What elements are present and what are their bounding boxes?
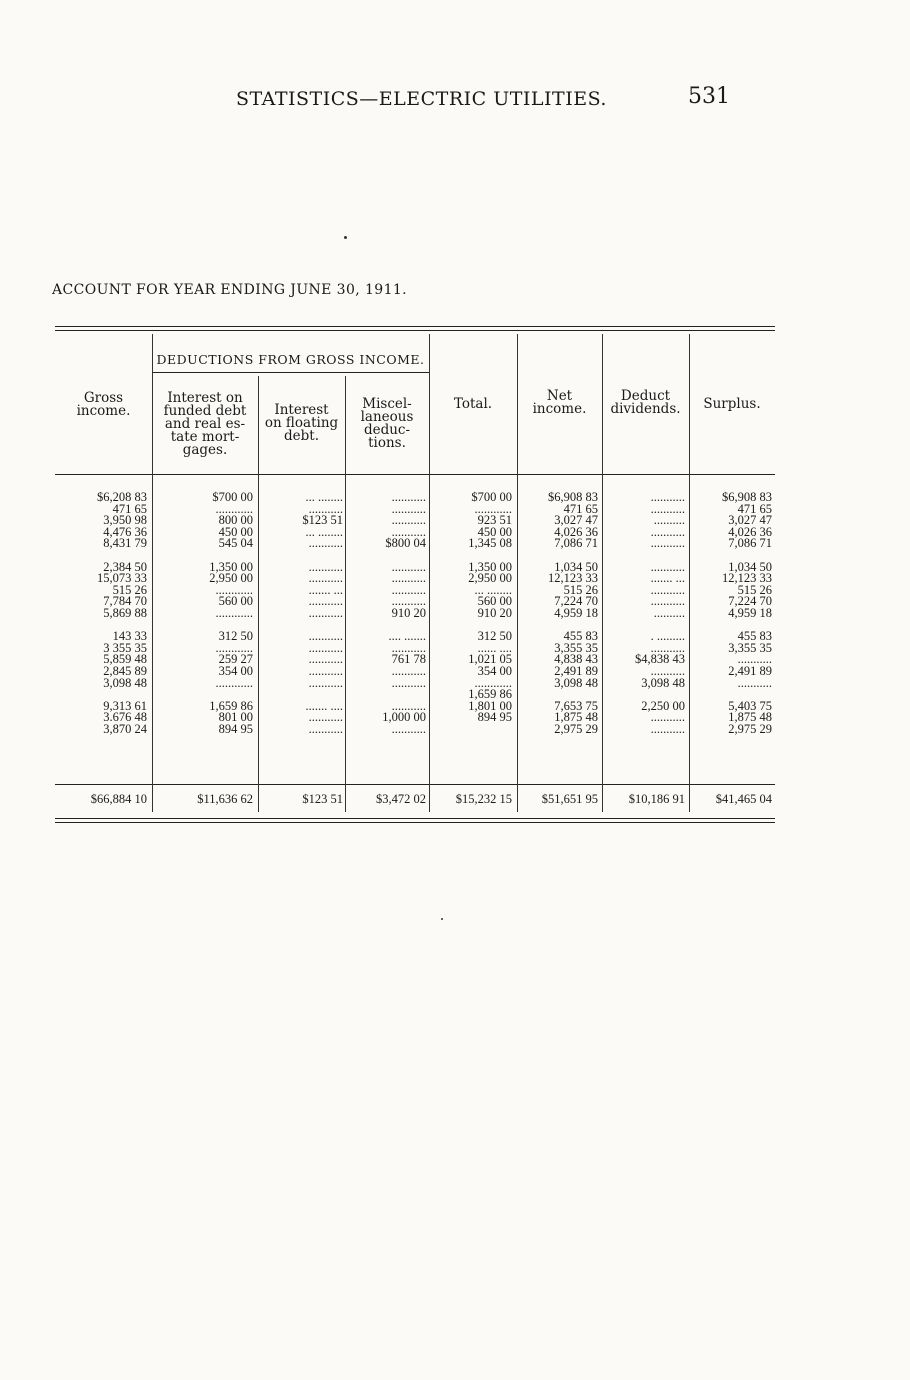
running-header — [0, 84, 910, 116]
col-header-interest-floating: Interest on floating debt. — [264, 402, 339, 444]
running-title: STATISTICS—ELECTRIC UTILITIES. — [236, 88, 607, 110]
col-header-gross: Gross income. — [76, 390, 131, 419]
total-surplus: $41,465 04 — [715, 792, 772, 806]
total-deductions-column: $700 00 ............ 923 51 450 00 1,345 08 1,350 00 2,950 00 ... ........ 560 00 910 20 312 50 ...... .... 1,021 05 354 00 ............ — [468, 490, 512, 690]
interest-funded-column: $700 00 ............ 800 00 450 00 545 04 1,350 00 2,950 00 ............ 560 00 ............ 312 50 ............ 259 27 354 00 ............ 1,659 86 801 00 894 95 — [209, 490, 253, 736]
header-rule — [55, 474, 775, 475]
col-header-total: Total. — [453, 396, 493, 412]
speck-mark — [441, 918, 443, 920]
total-deductions-column-lower: 1,659 86 1,801 00 894 95 — [468, 687, 512, 725]
page-number: 531 — [688, 84, 730, 109]
col-header-dividends: Deduct dividends. — [610, 388, 681, 417]
net-income-column: $6,908 83 471 65 3,027 47 4,026 36 7,086 71 1,034 50 12,123 33 515 26 7,224 70 4,959 18 455 83 3,355 35 4,838 43 2,491 89 3,098 48 7,653 75 1,875 48 2,975 29 — [548, 490, 598, 736]
interest-floating-column: ... ........ ........... $123 51 ... ........ ........... ........... ........... ....... ... ........... ........... ........... ........... ........... ........... ........... ....... .... ........... ........... — [302, 490, 343, 736]
totals-rule — [55, 784, 775, 785]
total-interest-floating: $123 51 — [302, 792, 343, 806]
misc-deductions-column: ........... ........... ........... ........... $800 04 ........... ........... ........... ........... 910 20 .... ....... ........... 761 78 ........... ........... ........... 1,000 00 ........... — [382, 490, 426, 736]
col-header-interest-funded: Interest on funded debt and real es- tate mort- gages. — [163, 390, 247, 458]
bottom-rule — [55, 818, 775, 819]
speck-mark — [344, 236, 347, 239]
group-rule — [152, 372, 429, 373]
account-table — [55, 326, 775, 826]
table-caption: ACCOUNT FOR YEAR ENDING JUNE 30, 1911. — [52, 282, 408, 298]
dividends-column: ........... ........... .......... ........... ........... ........... ....... ... ........... ........... .......... . ......... ........... $4,838 43 ........... 3,098 48 2,250 00 ........... ........... — [635, 490, 685, 736]
total-misc: $3,472 02 — [376, 792, 426, 806]
total-dividends: $10,186 91 — [628, 792, 685, 806]
total-net: $51,651 95 — [541, 792, 598, 806]
deductions-group-header: DEDUCTIONS FROM GROSS INCOME. — [156, 352, 425, 367]
surplus-column: $6,908 83 471 65 3,027 47 4,026 36 7,086 71 1,034 50 12,123 33 515 26 7,224 70 4,959 18 455 83 3,355 35 ........... 2,491 89 ........... 5,403 75 1,875 48 2,975 29 — [722, 490, 772, 736]
top-rule — [55, 326, 775, 327]
total-total: $15,232 15 — [455, 792, 512, 806]
total-gross: $66,884 10 — [90, 792, 147, 806]
col-header-net: Net income. — [532, 388, 587, 417]
col-header-surplus: Surplus. — [703, 396, 761, 412]
bottom-rule — [55, 822, 775, 823]
total-interest-funded: $11,636 62 — [197, 792, 253, 806]
top-rule — [55, 330, 775, 331]
col-header-misc: Miscel- laneous deduc- tions. — [360, 396, 414, 451]
gross-income-column: $6,208 83 471 65 3,950 98 4,476 36 8,431 79 2,384 50 15,073 33 515 26 7,784 70 5,869 88 143 33 3 355 35 5,859 48 2,845 89 3,098 48 9,313 61 3.676 48 3,870 24 — [97, 490, 147, 736]
